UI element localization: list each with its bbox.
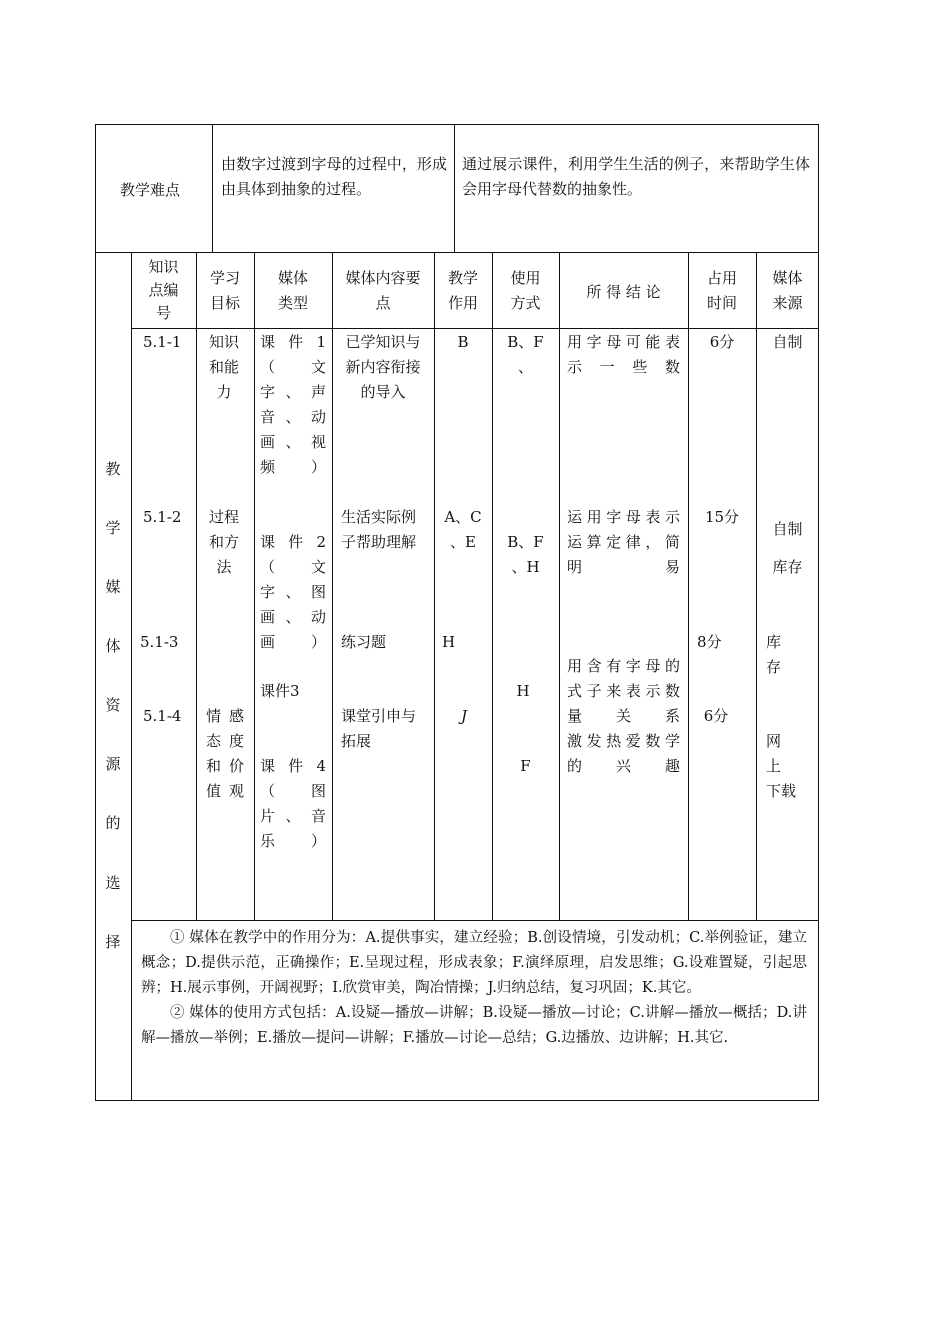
time-used: 6分 <box>703 707 729 725</box>
time-used: 6分 <box>709 333 735 351</box>
teaching-role: J <box>461 707 468 725</box>
media-type: 课 件 1 （ 文 字 、 声 音 、 动 画 、 视 频） <box>260 333 326 476</box>
side-label-char: 学 <box>105 519 121 537</box>
col-divider <box>454 124 455 252</box>
conclusion: 运用字母表示 运算定律，简 明易 <box>567 508 680 576</box>
media-source: 自制 <box>772 333 803 351</box>
usage-mode: B、F 、 <box>507 333 544 376</box>
conclusion: 用字母可能表 示一些数 <box>567 333 680 376</box>
conclusion: 用含有字母的 式子来表示数 量关系 <box>567 657 680 725</box>
media-source: 库存 <box>772 558 803 576</box>
media-type: 课件3 <box>260 682 300 700</box>
media-content: 练习题 <box>341 633 387 651</box>
col-divider <box>254 252 255 920</box>
side-label-char: 媒 <box>105 578 121 596</box>
header-media-type: 媒体 类型 <box>277 269 308 312</box>
kp-number: 5.1-3 <box>140 633 179 651</box>
teaching-role: H <box>442 633 456 651</box>
media-source: 库 存 <box>766 633 782 676</box>
kp-number: 5.1-2 <box>143 508 182 526</box>
side-label-char: 体 <box>105 637 121 655</box>
time-used: 15分 <box>704 508 740 526</box>
header-time: 占用 时间 <box>706 269 737 312</box>
teaching-role: B <box>457 333 469 351</box>
side-label-char: 教 <box>105 460 121 478</box>
media-content: 生活实际例 子帮助理解 <box>341 508 417 551</box>
header-media-content: 媒体内容要 点 <box>345 269 421 312</box>
row-divider <box>95 252 819 253</box>
difficulty-label: 教学难点 <box>120 181 181 199</box>
usage-mode: B、F 、H <box>507 533 544 576</box>
note-media-roles: ① 媒体在教学中的作用分为：A.提供事实，建立经验；B.创设情境，引发动机；C.举例验证，建立概念；D.提供示范，正确操作；E.呈现过程，形成表象；F.演绎原理，启发思维；G.设难置疑，引起思辨；H.展示事例，开阔视野；I.欣赏审美，陶冶情操；J.归纳总结，复习巩固；K.其它。 <box>141 930 807 996</box>
side-label-char: 源 <box>105 755 121 773</box>
difficulty-method: 通过展示课件，利用学生生活的例子，来帮助学生体会用字母代替数的抽象性。 <box>462 155 810 198</box>
col-divider <box>559 252 560 920</box>
col-divider <box>212 124 213 252</box>
header-teaching-role: 教学 作用 <box>447 269 478 312</box>
side-label-char: 的 <box>105 814 121 832</box>
usage-mode: F <box>520 757 531 775</box>
teaching-role: A、C 、E <box>444 508 482 551</box>
usage-mode: H <box>516 682 530 700</box>
learning-goal: 过程 和方 法 <box>208 508 239 576</box>
header-conclusion: 所 得 结 论 <box>586 283 661 301</box>
media-content: 已学知识与 新内容衔接 的导入 <box>345 333 421 401</box>
row-divider <box>131 328 819 329</box>
header-kp-number: 知识 点编 号 <box>148 258 179 322</box>
media-type: 课 件 2 （ 文 字 、 图 画 、 动 画） <box>260 533 326 651</box>
col-divider <box>131 252 132 1101</box>
header-source: 媒体 来源 <box>772 269 803 312</box>
side-label-char: 选 <box>105 874 121 892</box>
header-learning-goal: 学习 目标 <box>209 269 240 312</box>
col-divider <box>332 252 333 920</box>
media-source: 自制 <box>772 520 803 538</box>
media-type: 课 件 4 （ 图 片 、 音 乐） <box>260 757 326 850</box>
conclusion: 激发热爱数学 的兴趣 <box>567 732 680 775</box>
row-divider <box>131 920 819 921</box>
side-label-char: 择 <box>105 933 121 951</box>
col-divider <box>196 252 197 920</box>
media-content: 课堂引申与 拓展 <box>341 707 417 750</box>
notes-block <box>141 926 807 1051</box>
side-label-char: 资 <box>105 696 121 714</box>
note-usage-modes: ② 媒体的使用方式包括：A.设疑—播放—讲解；B.设疑—播放—讨论；C.讲解—播放—概括；D.讲解—播放—举例；E.播放—提问—讲解；F.播放—讨论—总结；G.边播放、边讲解；H.其它. <box>141 1005 807 1046</box>
kp-number: 5.1-4 <box>143 707 182 725</box>
time-used: 8分 <box>697 633 722 651</box>
learning-goal: 知识 和能 力 <box>208 333 239 401</box>
kp-number: 5.1-1 <box>143 333 182 351</box>
difficulty-content: 由数字过渡到字母的过程中，形成由具体到抽象的过程。 <box>221 155 447 198</box>
learning-goal: 情感 态度 和价 值观 <box>206 707 244 800</box>
media-source: 网 上 下载 <box>766 732 797 800</box>
header-usage-mode: 使用 方式 <box>510 269 541 312</box>
